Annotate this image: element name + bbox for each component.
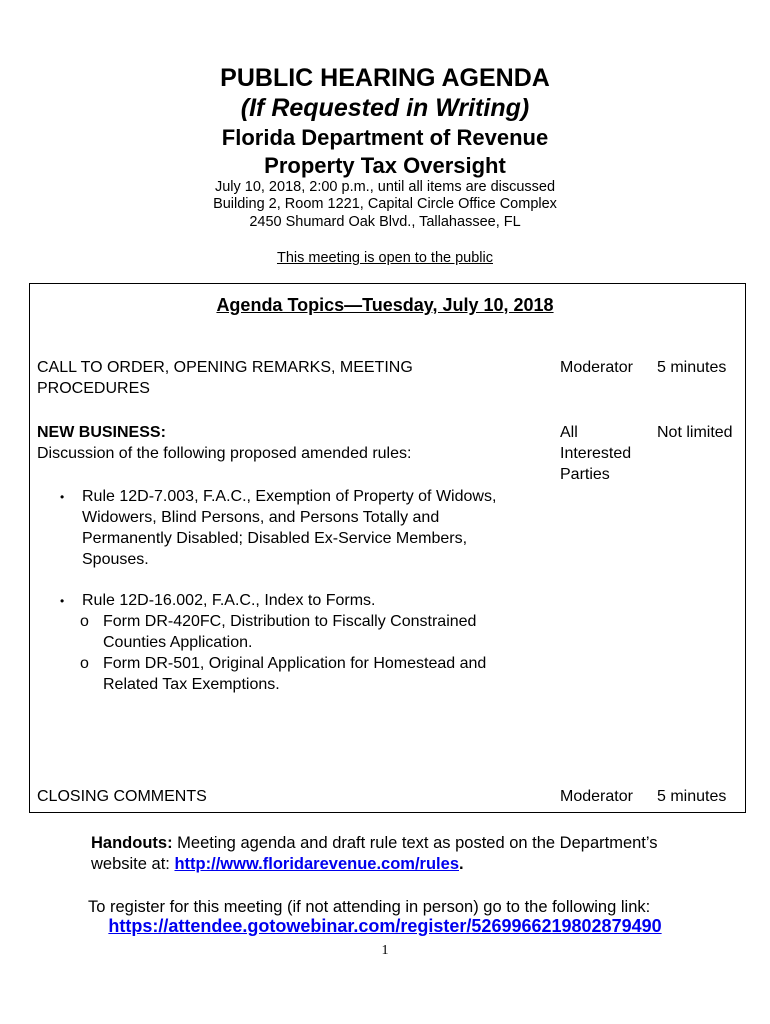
rule2-sub1-line1: Form DR-420FC, Distribution to Fiscally Constrained [103,613,477,630]
website-prefix: website at: [91,855,175,873]
division-name: Property Tax Oversight [264,153,506,178]
rule2-sub2-line1: Form DR-501, Original Application for Homestead and [103,655,487,672]
handouts-line [91,833,658,854]
call-to-order-time: 5 minutes [657,359,727,376]
closing-comments-label: CLOSING COMMENTS [37,788,207,805]
open-notice [0,250,770,266]
rule1-line4: Spouses. [82,551,149,568]
call-to-order-who: Moderator [560,359,633,376]
agenda-heading-text: Agenda Topics—Tuesday, July 10, 2018 [216,295,554,315]
call-to-order-line2: PROCEDURES [37,380,150,397]
call-to-order-line1: CALL TO ORDER, OPENING REMARKS, MEETING [37,359,413,376]
rule2-sub2-line2: Related Tax Exemptions. [103,676,280,693]
page-title: PUBLIC HEARING AGENDA [220,64,550,92]
handouts-label: Handouts: [91,834,173,852]
rule2-line1: Rule 12D-16.002, F.A.C., Index to Forms. [82,592,376,609]
closing-who: Moderator [560,788,633,805]
organization-name: Florida Department of Revenue [221,125,549,150]
page-number: 1 [381,943,389,958]
meeting-location: Building 2, Room 1221, Capital Circle Office Complex [213,196,557,212]
new-business-time: Not limited [657,424,733,441]
meeting-address: 2450 Shumard Oak Blvd., Tallahassee, FL [249,214,521,230]
new-business-label: NEW BUSINESS: [37,424,166,441]
register-link[interactable]: https://attendee.gotowebinar.com/register/5269966219802879490 [108,916,662,936]
rule1-line1: Rule 12D-7.003, F.A.C., Exemption of Property of Widows, [82,488,497,505]
meeting-datetime: July 10, 2018, 2:00 p.m., until all items are discussed [214,179,556,195]
website-link[interactable]: http://www.floridarevenue.com/rules [174,855,459,873]
register-line [0,916,770,937]
website-suffix: . [459,855,464,873]
new-business-intro: Discussion of the following proposed amended rules: [37,445,412,462]
page-subtitle: (If Requested in Writing) [240,94,530,122]
bullet-icon: • [60,594,65,608]
bullet-icon: • [60,490,65,504]
new-business-who-line3: Parties [560,466,610,483]
rule1-line2: Widowers, Blind Persons, and Persons Totally and [82,509,440,526]
open-notice-text: This meeting is open to the public [276,250,493,266]
sub-bullet-icon: o [80,655,89,672]
rule1-line3: Permanently Disabled; Disabled Ex-Service Members, [82,530,468,547]
agenda-heading [0,295,770,316]
new-business-who-line2: Interested [560,445,632,462]
register-text: To register for this meeting (if not attending in person) go to the following link: [88,898,651,916]
closing-time: 5 minutes [657,788,727,805]
sub-bullet-icon: o [80,613,89,630]
rule2-sub1-line2: Counties Application. [103,634,253,651]
handouts-text: Meeting agenda and draft rule text as posted on the Department’s [172,834,658,852]
new-business-who-line1: All [560,424,578,441]
website-line [91,854,464,875]
